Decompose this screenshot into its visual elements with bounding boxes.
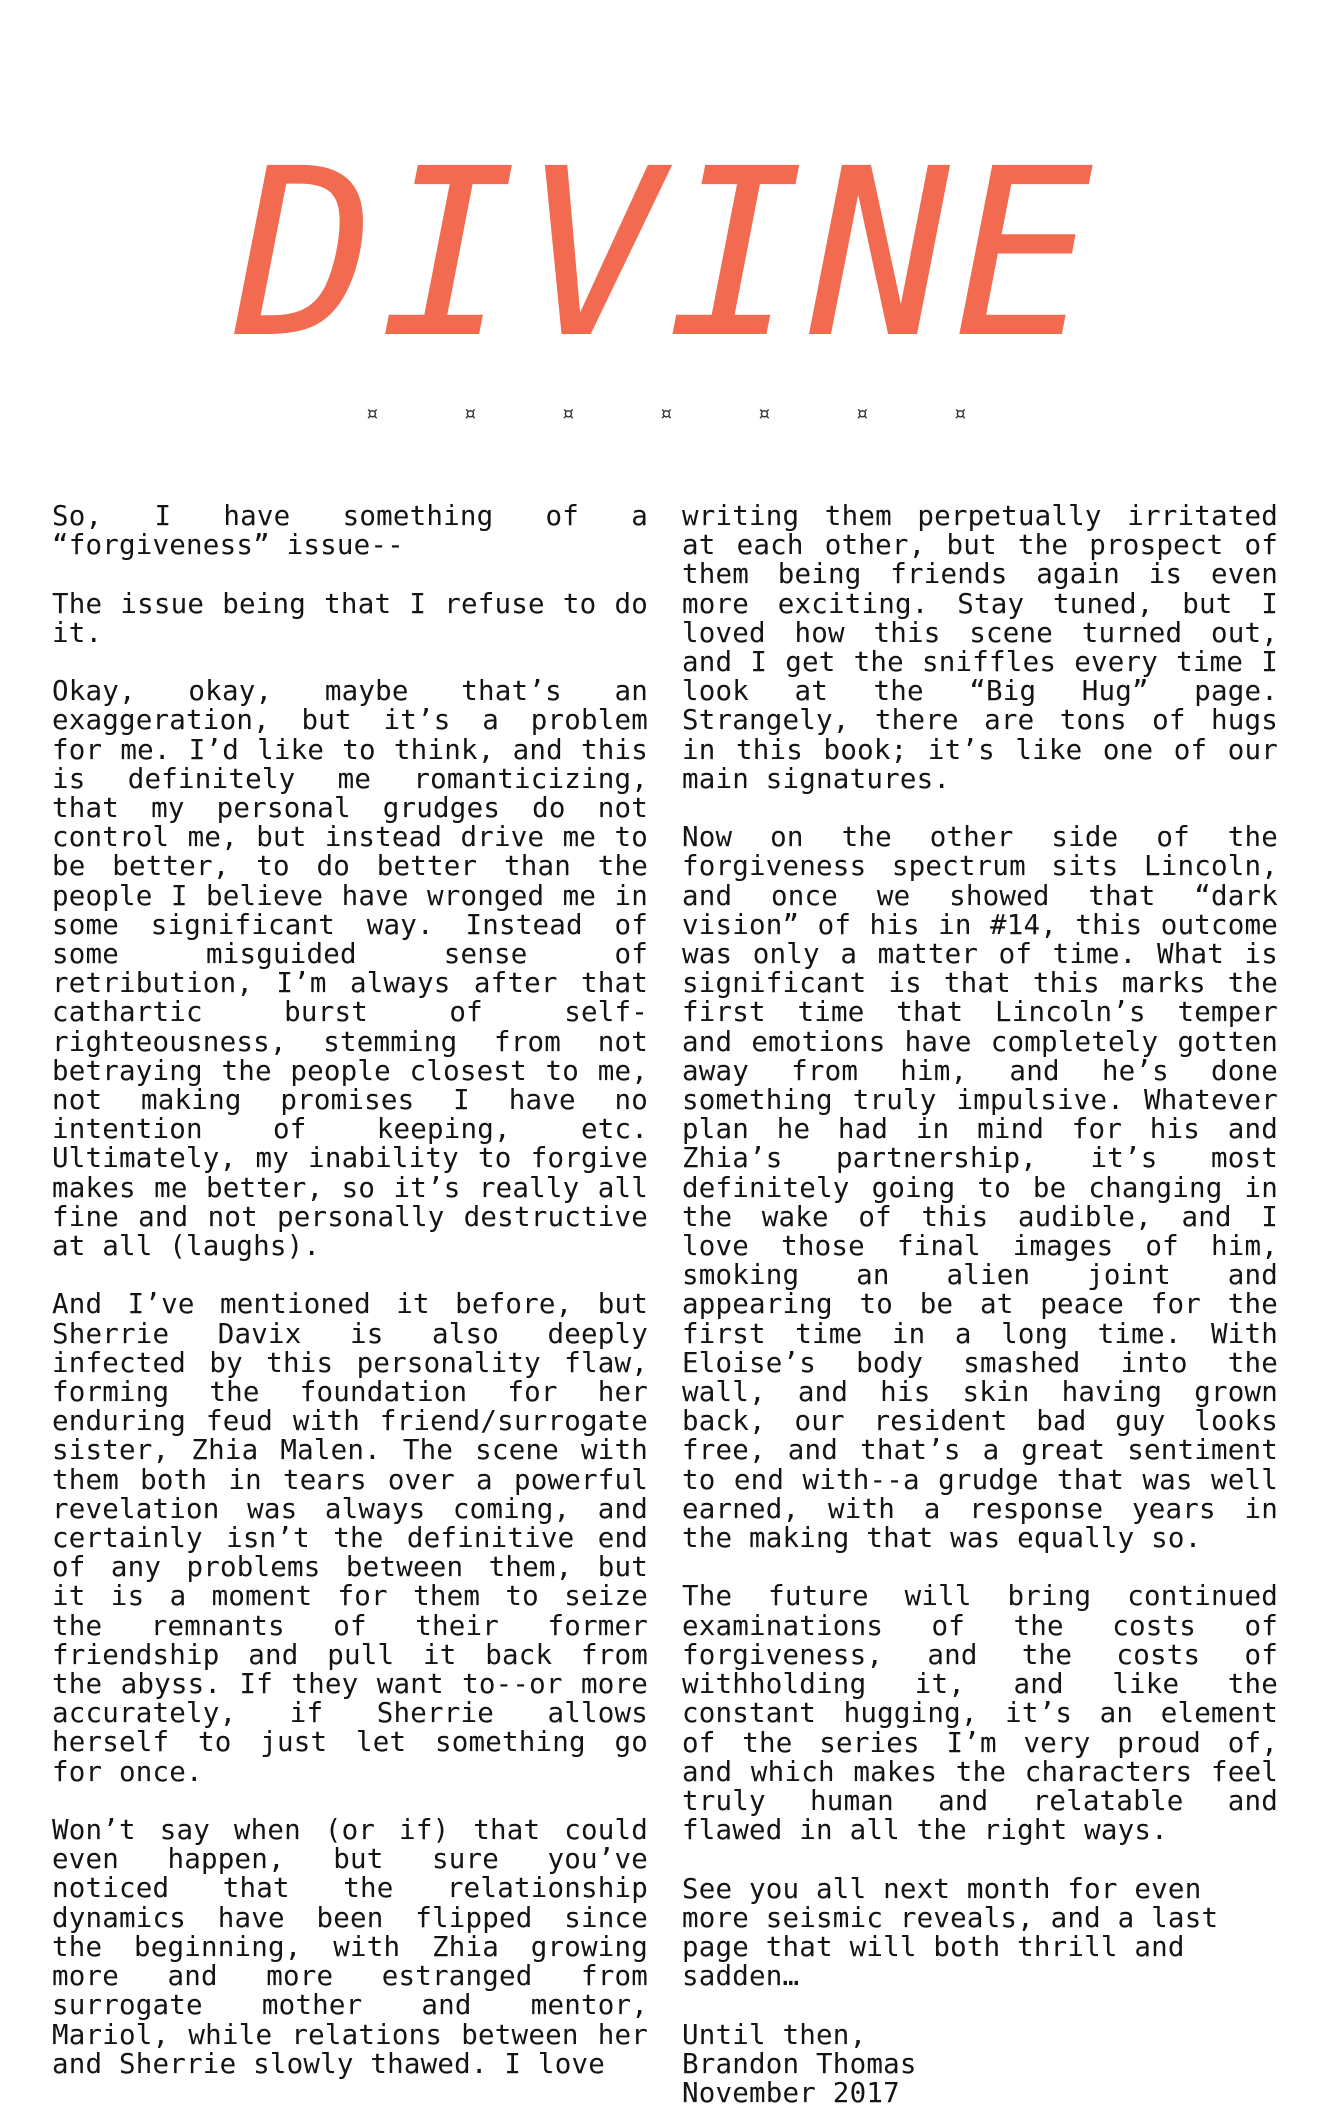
ornament-glyph: ¤ <box>757 402 771 427</box>
paragraph: Okay, okay, maybe that’s an exaggeration, but it’s a problem for me. I’d like to think, and this is definitely me romanticizing, that my personal grudges do not control me, but instead drive me to be better, to do better than the people I believe have wronged me in some significant way. Instead of some misguided sense of retribution, I’m always after that cathartic burst of self-righteousness, stemming from not betraying the people closest to me, not making promises I have no intention of keeping, etc. Ultimately, my inability to forgive makes me better, so it’s really all fine and not personally destructive at all (laughs). <box>52 675 648 1263</box>
signoff-line: Until then, <box>682 2018 867 2051</box>
signoff-date: November 2017 <box>682 2076 900 2109</box>
paragraph: The future will bring continued examinations of the costs of forgiveness, and the costs of withholding it, and like the constant hugging, it’s an element of the series I’m very proud of, and which makes the characters feel truly human and relatable and flawed in all the right ways. <box>682 1580 1278 1847</box>
paragraph: Now on the other side of the forgiveness spectrum sits Lincoln, and once we showed that “dark vision” of his in #14, this outcome was only a matter of time. What is significant is that this marks the first time that Lincoln’s temper and emotions have completely gotten away from him, and he’s done something truly impulsive. Whatever plan he had in mind for his and Zhia’s partnership, it’s most definitely going to be changing in the wake of this audible, and I love those final images of him, smoking an alien joint and appearing to be at peace for the first time in a long time. With Eloise’s body smashed into the wall, and his skin having grown back, our resident bad guy looks free, and that’s a great sentiment to end with--a grudge that was well earned, with a response years in the making that was equally so. <box>682 821 1278 1555</box>
paragraph: Won’t say when (or if) that could even happen, but sure you’ve noticed that the relationship dynamics have been flipped since the beginning, with Zhia growing more and more estranged from surrogate mother and mentor, Mariol, while relations between her and Sherrie slowly thawed. I love <box>52 1814 648 2080</box>
page-title: DIVINE <box>234 119 1098 389</box>
ornament-glyph: ¤ <box>463 402 477 427</box>
paragraph: So, I have something of a “forgiveness” issue-- <box>52 500 648 562</box>
ornament-glyph: ¤ <box>365 402 379 427</box>
ornament-divider <box>0 402 1332 427</box>
paragraph: And I’ve mentioned it before, but Sherrie Davix is also deeply infected by this personality flaw, forming the foundation for her enduring feud with friend/surrogate sister, Zhia Malen. The scene with them both in tears over a powerful revelation was always coming, and certainly isn’t the definitive end of any problems between them, but it is a moment for them to seize the remnants of their former friendship and pull it back from the abyss. If they want to--or more accurately, if Sherrie allows herself to just let something go for once. <box>52 1288 648 1788</box>
left-column <box>52 502 648 2108</box>
ornament-glyph: ¤ <box>855 402 869 427</box>
right-column <box>682 502 1278 2108</box>
paragraph: See you all next month for even more seismic reveals, and a last page that will both thrill and sadden… <box>682 1872 1219 1993</box>
ornament-glyph: ¤ <box>659 402 673 427</box>
ornament-glyph: ¤ <box>561 402 575 427</box>
ornament-glyph: ¤ <box>953 402 967 427</box>
paragraph: The issue being that I refuse to do it. <box>52 587 648 649</box>
paragraph: writing them perpetually irritated at each other, but the prospect of them being friends again is even more exciting. Stay tuned, but I loved how this scene turned out, and I get the sniffles every time I look at the “Big Hug” page. Strangely, there are tons of hugs in this book; it’s like one of our main signatures. <box>682 500 1278 795</box>
author-name: Brandon Thomas <box>682 2047 917 2080</box>
